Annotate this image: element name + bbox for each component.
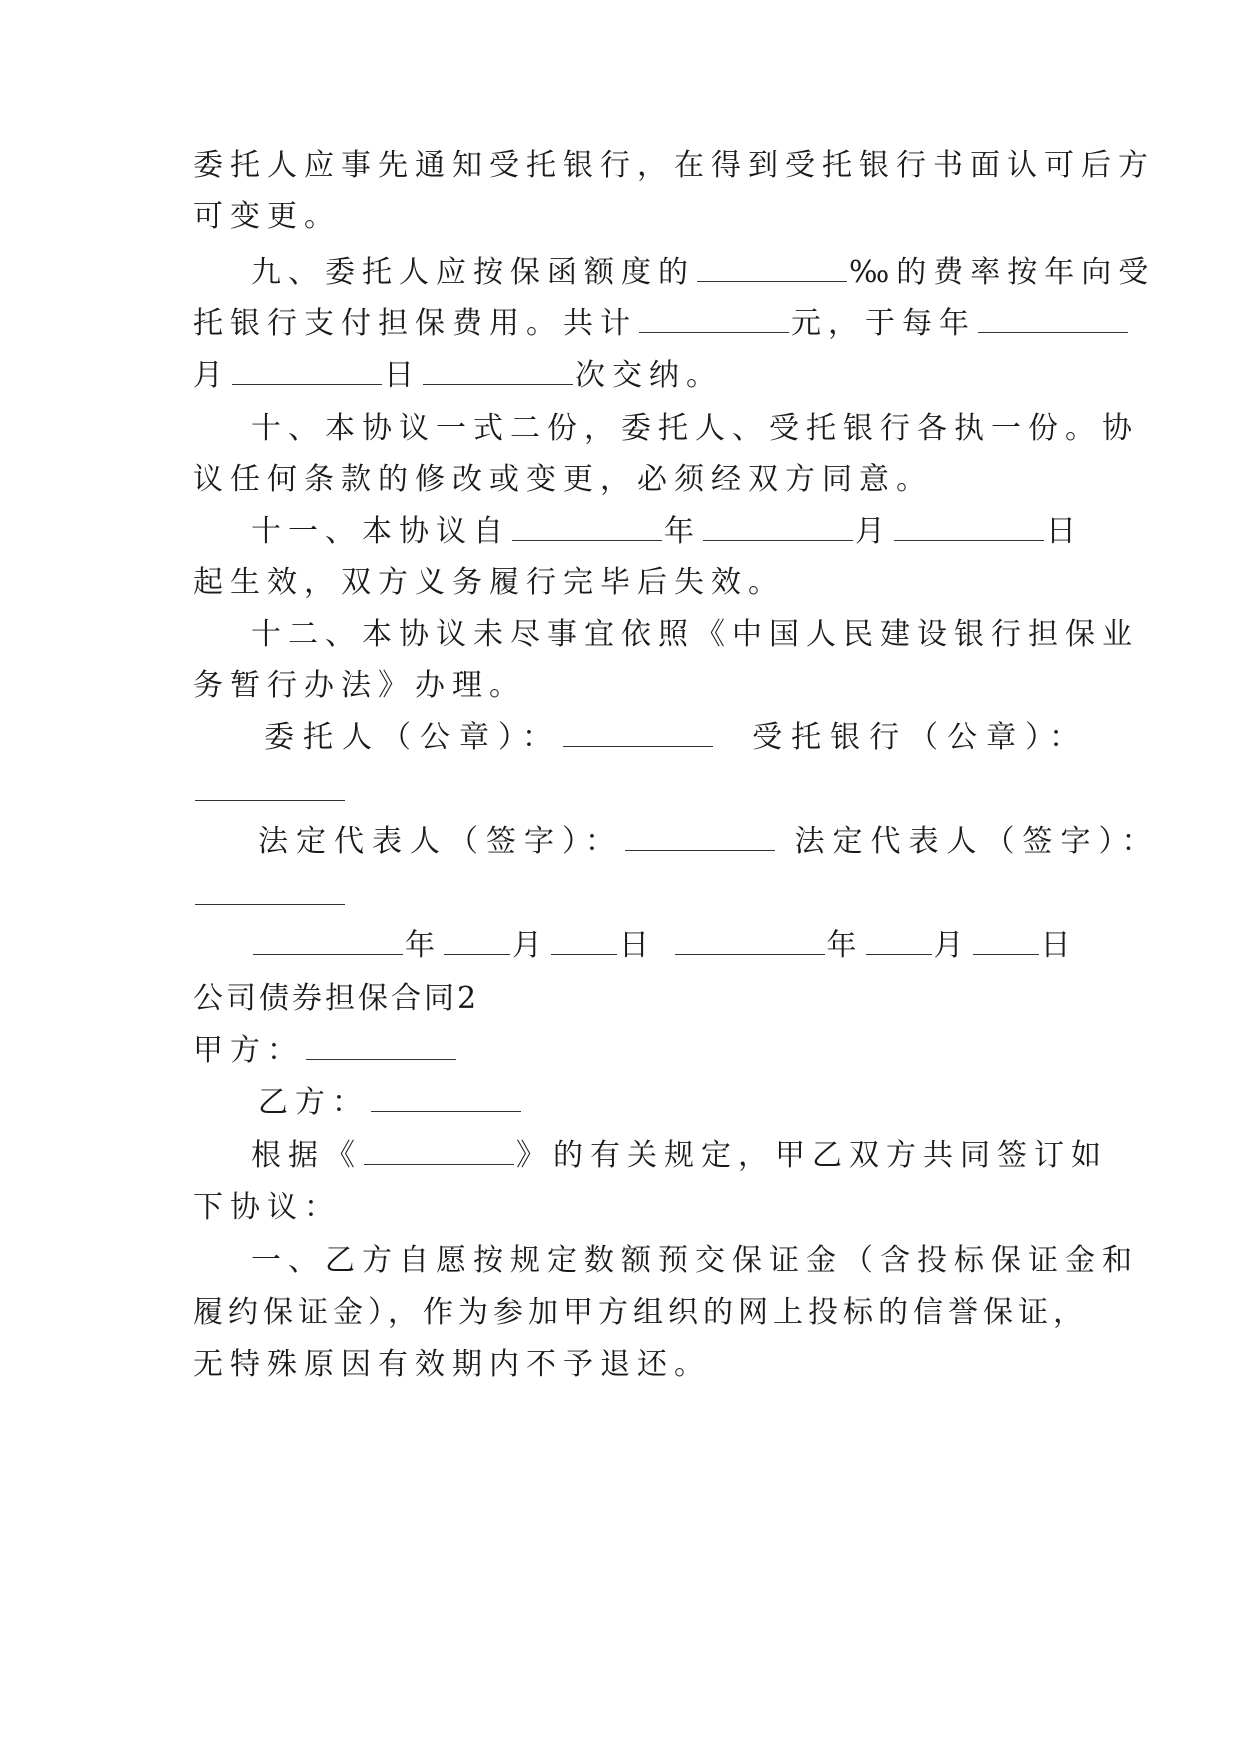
basis-line-2: 下协议：: [193, 1190, 341, 1225]
fee-amount-blank: [639, 304, 789, 333]
party-a-line: [193, 1031, 458, 1071]
clause-text: 托银行支付担保费用。共计: [193, 306, 637, 341]
basis-text: 》的有关规定，甲乙双方共同签订如: [516, 1138, 1108, 1173]
bank-rep-line: [193, 876, 347, 916]
fee-rate-blank: [697, 253, 847, 282]
bank-seal-blank: [195, 772, 345, 801]
bank-seal-line: [193, 772, 347, 812]
clause-12-line-1: 十二、本协议未尽事宜依照《中国人民建设银行担保业: [251, 617, 1139, 652]
clause-text: 月: [193, 358, 230, 393]
paragraph-line: 可变更。: [193, 199, 341, 234]
clause-9-line-2: [193, 304, 1130, 344]
seal-signature-line: [264, 718, 1088, 758]
date-day-label: 日: [619, 928, 656, 963]
party-a-label: 甲方：: [193, 1033, 304, 1068]
bank-rep-label: 法定代表人（签字）：: [794, 824, 1160, 859]
clause-12-line-2: 务暂行办法》办理。: [193, 668, 526, 703]
paragraph-line: 委托人应事先通知受托银行，在得到受托银行书面认可后方: [193, 148, 1155, 183]
bank-seal-label: 受托银行（公章）：: [752, 720, 1089, 755]
clause-9-line-1: [251, 253, 1155, 293]
contract-2-title: 公司债券担保合同2: [193, 981, 480, 1016]
principal-seal-blank: [563, 718, 713, 747]
date-month-blank: [444, 926, 510, 955]
date-month-label: 月: [512, 928, 549, 963]
principal-rep-blank: [625, 822, 775, 851]
clause-text: 日: [384, 358, 421, 393]
date-day-label: 日: [1040, 928, 1078, 963]
date-year-label: 年: [405, 928, 442, 963]
clause-10-line-1: 十、本协议一式二份，委托人、受托银行各执一份。协: [251, 411, 1139, 446]
signature-dates-line: [251, 926, 1078, 966]
clause-text: 元，于每年: [791, 306, 976, 341]
principal-seal-label: 委托人（公章）：: [264, 720, 561, 755]
payment-month-blank: [232, 356, 382, 385]
date-month-label: 月: [933, 928, 971, 963]
effective-month-blank: [703, 512, 853, 541]
basis-text: 根据《: [251, 1138, 362, 1173]
legal-rep-signature-line: [258, 822, 1160, 862]
clause-10-line-2: 议任何条款的修改或变更，必须经双方同意。: [193, 462, 933, 497]
clause-text: 十一、本协议自: [251, 514, 510, 549]
clause-text: 月: [855, 514, 892, 549]
contract-2-clause-1-line-1: 一、乙方自愿按规定数额预交保证金（含投标保证金和: [251, 1243, 1139, 1278]
party-b-label: 乙方：: [258, 1085, 369, 1120]
party-b-line: [258, 1083, 523, 1123]
contract-2-clause-1-line-3: 无特殊原因有效期内不予退还。: [193, 1347, 711, 1382]
bank-rep-blank: [195, 876, 345, 905]
date-year-label: 年: [826, 928, 864, 963]
clause-11-line-2: 起生效，双方义务履行完毕后失效。: [193, 565, 785, 600]
effective-day-blank: [894, 512, 1044, 541]
regulation-name-blank: [364, 1136, 514, 1165]
date-day-blank: [551, 926, 617, 955]
principal-rep-label: 法定代表人（签字）：: [258, 824, 623, 859]
clause-text: 年: [664, 514, 701, 549]
party-a-blank: [306, 1031, 456, 1060]
date-day-blank: [973, 926, 1039, 955]
payment-day-blank: [423, 356, 573, 385]
clause-text: 日: [1046, 514, 1083, 549]
contract-2-clause-1-line-2: 履约保证金），作为参加甲方组织的网上投标的信誉保证，: [193, 1295, 1088, 1330]
clause-text: ‰的费率按年向受: [849, 255, 1156, 290]
party-b-blank: [371, 1083, 521, 1112]
clause-11-line-1: [251, 512, 1083, 552]
clause-text: 次交纳。: [575, 358, 723, 393]
date-month-blank: [866, 926, 932, 955]
payment-year-blank: [978, 304, 1128, 333]
effective-year-blank: [512, 512, 662, 541]
date-year-blank: [675, 926, 825, 955]
clause-text: 九、委托人应按保函额度的: [251, 255, 695, 290]
date-year-blank: [253, 926, 403, 955]
basis-line-1: [251, 1136, 1108, 1176]
clause-9-line-3: [193, 356, 723, 396]
